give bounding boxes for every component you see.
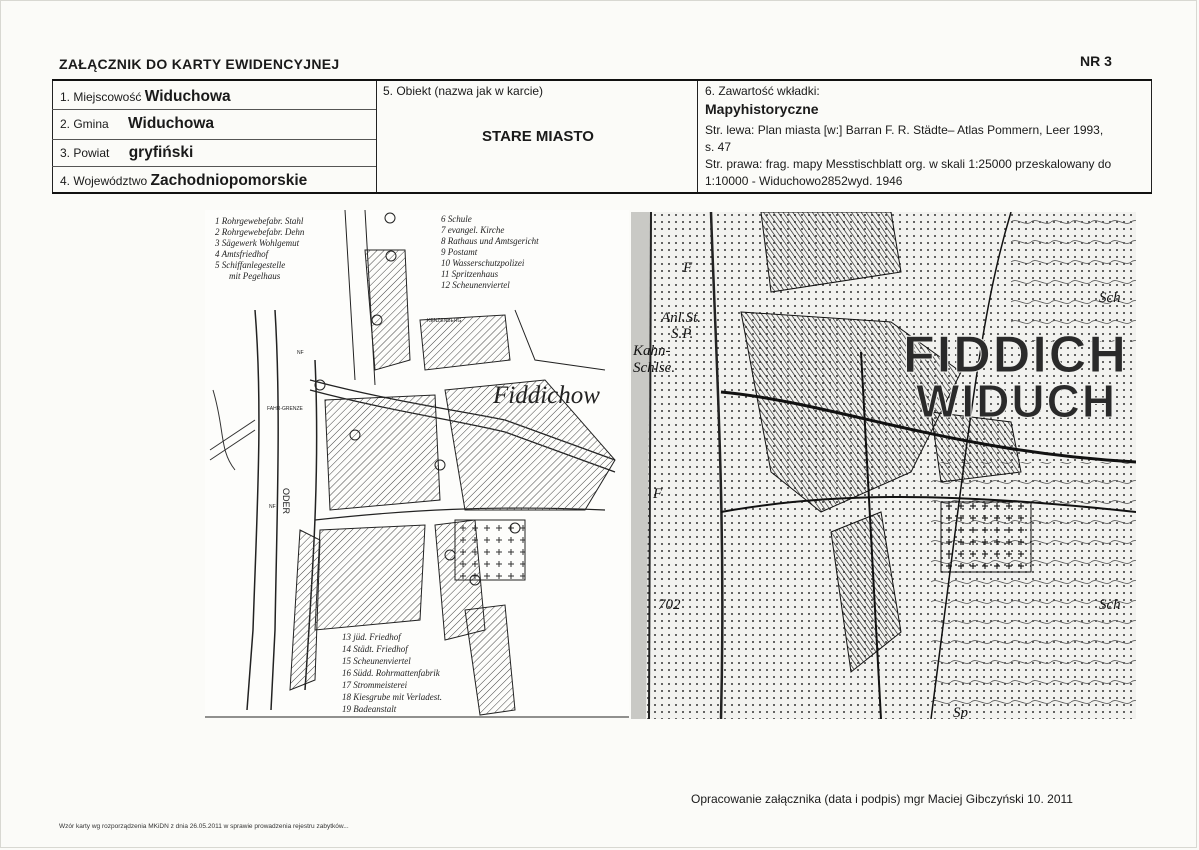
river-label: ODER [281,488,291,515]
field-value: Zachodniopomorskie [150,172,308,189]
field-wojewodztwo [60,172,307,190]
row-divider [52,139,376,140]
map-label: Sch [1099,290,1121,306]
map-label: Schlse. [633,360,676,376]
map-label: Sch [1099,597,1121,613]
legend-item: 5 Schiffanlegestelle [215,260,286,270]
table-top-rule [52,79,1152,81]
map-label: Anl.St. [661,310,701,326]
map-label: FAHR-GRENZE [267,406,303,412]
column-divider [697,81,698,192]
map-label: NF [269,504,276,510]
document-number: NR 3 [1080,53,1112,69]
legend-item: 7 evangel. Kirche [441,225,505,235]
legend-item: 14 Städt. Friedhof [342,644,408,654]
field-value: gryfiński [128,144,194,161]
field-miejscowosc [60,88,231,106]
contents-line: 1:10000 - Widuchowo2852wyd. 1946 [705,174,903,188]
map-label: KENZENBERG [427,318,462,324]
row-divider [52,166,376,167]
map-label: S.P. [671,326,694,342]
legend-item: 9 Postamt [441,247,478,257]
object-value: STARE MIASTO [482,128,594,145]
table-bottom-rule [52,192,1152,194]
column-divider [376,81,377,192]
contents-line: Str. lewa: Plan miasta [w:] Barran F. R. Städte– Atlas Pommern, Leer 1993, [705,123,1104,137]
legend-item: 18 Kiesgrube mit Verladest. [342,692,442,702]
messtischblatt-map [631,212,1136,719]
document-title: ZAŁĄCZNIK DO KARTY EWIDENCYJNEJ [59,56,340,72]
map-label: NF [297,350,304,356]
legend-item: 19 Badeanstalt [342,704,397,714]
field-powiat [60,144,193,162]
legend-item: 8 Rathaus und Amtsgericht [441,236,539,246]
legend-item: 16 Südd. Rohrmattenfabrik [342,668,440,678]
field-label: 3. Powiat [60,146,110,160]
legend-item: 2 Rohrgewebefabr. Dehn [215,227,305,237]
table-right-border [1151,81,1152,192]
legend-item: mit Pegelhaus [229,271,281,281]
legend-item: 17 Strommeisterei [342,680,408,690]
footnote: Wzór karty wg rozporządzenia MKiDN z dnia 26.05.2011 w sprawie prowadzenia rejestru zabytków... [59,823,349,830]
map-name-new: WIDUCH [916,375,1118,427]
table-left-border [52,81,53,192]
contents-label: 6. Zawartość wkładki: [705,84,820,98]
legend-item: 6 Schule [441,214,472,224]
legend-item: 12 Scheunenviertel [441,280,510,290]
field-label: 1. Miejscowość [60,90,142,104]
contents-title: Mapyhistoryczne [705,101,819,117]
map-label: 702 [658,597,681,613]
map-label: Kahn- [633,343,671,359]
town-name: Fiddichow [493,382,600,409]
map-label: F [653,486,663,502]
field-value: Widuchowa [128,115,215,132]
map-label: Sp [953,705,968,719]
legend-item: 4 Amtsfriedhof [215,249,269,259]
row-divider [52,109,376,110]
legend-item: 15 Scheunenviertel [342,656,411,666]
signature-line: Opracowanie załącznika (data i podpis) mgr Maciej Gibczyński 10. 2011 [691,792,1073,806]
legend-item: 3 Sägewerk Wohlgemut [215,238,300,248]
contents-line: Str. prawa: frag. mapy Messtischblatt org. w skali 1:25000 przeskalowany do [705,157,1112,171]
map-label: F [683,260,693,276]
contents-line: s. 47 [705,140,732,154]
legend-item: 1 Rohrgewebefabr. Stahl [215,216,304,226]
field-gmina [60,115,214,133]
historical-town-plan [205,210,629,718]
object-label: 5. Obiekt (nazwa jak w karcie) [383,84,544,98]
legend-item: 10 Wasserschutzpolizei [441,258,525,268]
legend-item: 13 jüd. Friedhof [342,632,401,642]
field-label: 4. Województwo [60,174,148,188]
field-value: Widuchowa [144,88,231,105]
field-label: 2. Gmina [60,117,109,131]
map-name-old: FIDDICH [903,326,1128,384]
legend-item: 11 Spritzenhaus [441,269,499,279]
